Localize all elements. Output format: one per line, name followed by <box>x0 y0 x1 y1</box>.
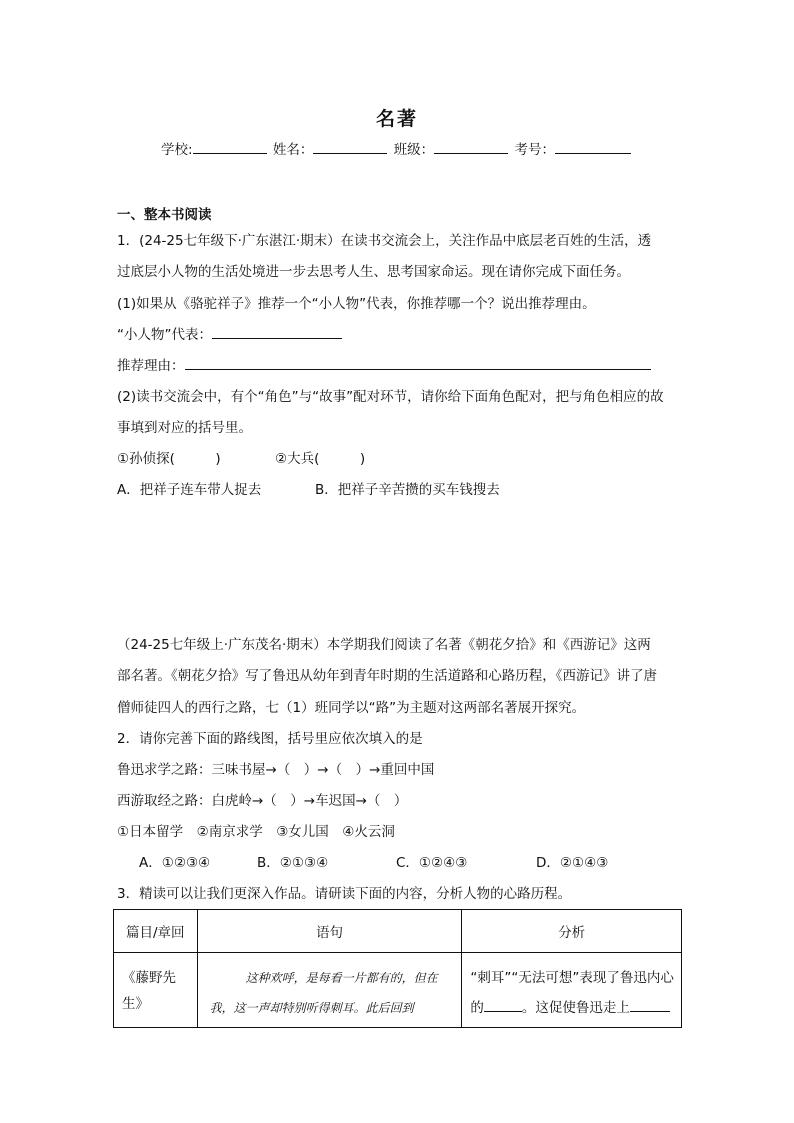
table-row <box>114 953 682 1028</box>
q1-representative-label: “小人物”代表： <box>117 327 212 343</box>
section-heading: 一、整本书阅读 <box>117 207 212 223</box>
row-analysis <box>462 953 682 1028</box>
q1-representative-blank <box>212 324 342 339</box>
class-blank <box>434 139 508 154</box>
section2-intro-line2: 部名著。《朝花夕拾》写了鲁迅从幼年到青年时期的生活道路和心路历程，《西游记》讲了唐 <box>117 668 657 684</box>
q1-text-line1: 1．(24-25七年级下·广东湛江·期末）在读书交流会上，关注作品中底层老百姓的生活，透 <box>117 233 652 249</box>
q3-stem: 3．精读可以让我们更深入作品。请研读下面的内容，分析人物的心路历程。 <box>117 886 572 902</box>
q1-options-row <box>117 478 500 498</box>
section2-intro-line3: 僧师徒四人的西行之路，七（1）班同学以“路”为主题对这两部名著展开探究。 <box>117 700 586 716</box>
header-analysis: 分析 <box>462 910 682 953</box>
analysis-blank-1 <box>484 997 522 1012</box>
analysis-blank-2 <box>630 997 670 1012</box>
q2-route-journey-west: 西游取经之路：白虎岭→（ ）→车迟国→（ ） <box>117 793 408 809</box>
exam-number-label: 考号： <box>514 142 555 158</box>
q1-role-2: ②大兵( ) <box>275 451 366 467</box>
class-label: 班级： <box>393 142 435 158</box>
page-title: 名著 <box>375 108 418 130</box>
row-chapter: 《藤野先生》 <box>114 953 198 1028</box>
q1-option-a: A．把祥子连车带人捉去 <box>117 482 262 498</box>
header-sentence: 语句 <box>197 910 462 953</box>
student-info-row <box>0 138 794 158</box>
q2-route-luxun: 鲁迅求学之路：三味书屋→（ ）→（ ）→重回中国 <box>117 762 435 778</box>
q1-role-1: ①孙侦探( ) <box>117 451 221 467</box>
header-chapter: 篇目/章回 <box>114 910 198 953</box>
q2-stem: 2．请你完善下面的路线图，括号里应依次填入的是 <box>117 731 423 747</box>
q1-reason-row <box>117 354 651 374</box>
q1-representative-row <box>117 323 342 343</box>
q1-reason-blank <box>185 355 651 370</box>
q1-roles-row <box>117 447 365 467</box>
name-label: 姓名： <box>272 142 314 158</box>
q2-items: ①日本留学 ②南京求学 ③女儿国 ④火云洞 <box>117 824 395 840</box>
name-blank <box>313 139 387 154</box>
row-sentence: 这种欢呼，是每看一片都有的，但在我，这一声却特别听得刺耳。此后回到 <box>197 953 462 1028</box>
school-blank <box>193 139 267 154</box>
analysis-text-mid: 。这促使鲁迅走上 <box>521 1000 630 1016</box>
q2-option-c: C．①②④③ <box>396 855 468 871</box>
q1-sub1: (1)如果从《骆驼祥子》推荐一个“小人物”代表，你推荐哪一个？说出推荐理由。 <box>117 296 596 312</box>
q1-text-line2: 过底层小人物的生活处境进一步去思考人生、思考国家命运。现在请你完成下面任务。 <box>117 264 630 280</box>
q2-option-d: D．②①④③ <box>536 855 609 871</box>
table-header-row <box>114 910 682 953</box>
section2-intro-line1: （24-25七年级上·广东茂名·期末）本学期我们阅读了名著《朝花夕拾》和《西游记》这两 <box>117 637 651 653</box>
q1-reason-label: 推荐理由： <box>117 358 185 374</box>
q1-sub2-line1: (2)读书交流会中，有个“角色”与“故事”配对环节，请你给下面角色配对，把与角色相应的故 <box>117 389 664 405</box>
q2-option-a: A．①②③④ <box>139 855 211 871</box>
analysis-text-pre: “刺耳”“无法可想”表现了鲁迅内心的 <box>470 970 674 1016</box>
q2-option-b: B．②①③④ <box>257 855 329 871</box>
school-label: 学校: <box>161 142 193 158</box>
analysis-table <box>113 909 682 1028</box>
q1-sub2-line2: 事填到对应的括号里。 <box>117 420 252 436</box>
exam-number-blank <box>555 139 631 154</box>
q1-option-b: B．把祥子辛苦攒的买车钱搜去 <box>315 482 500 498</box>
q2-options-row <box>139 851 608 871</box>
